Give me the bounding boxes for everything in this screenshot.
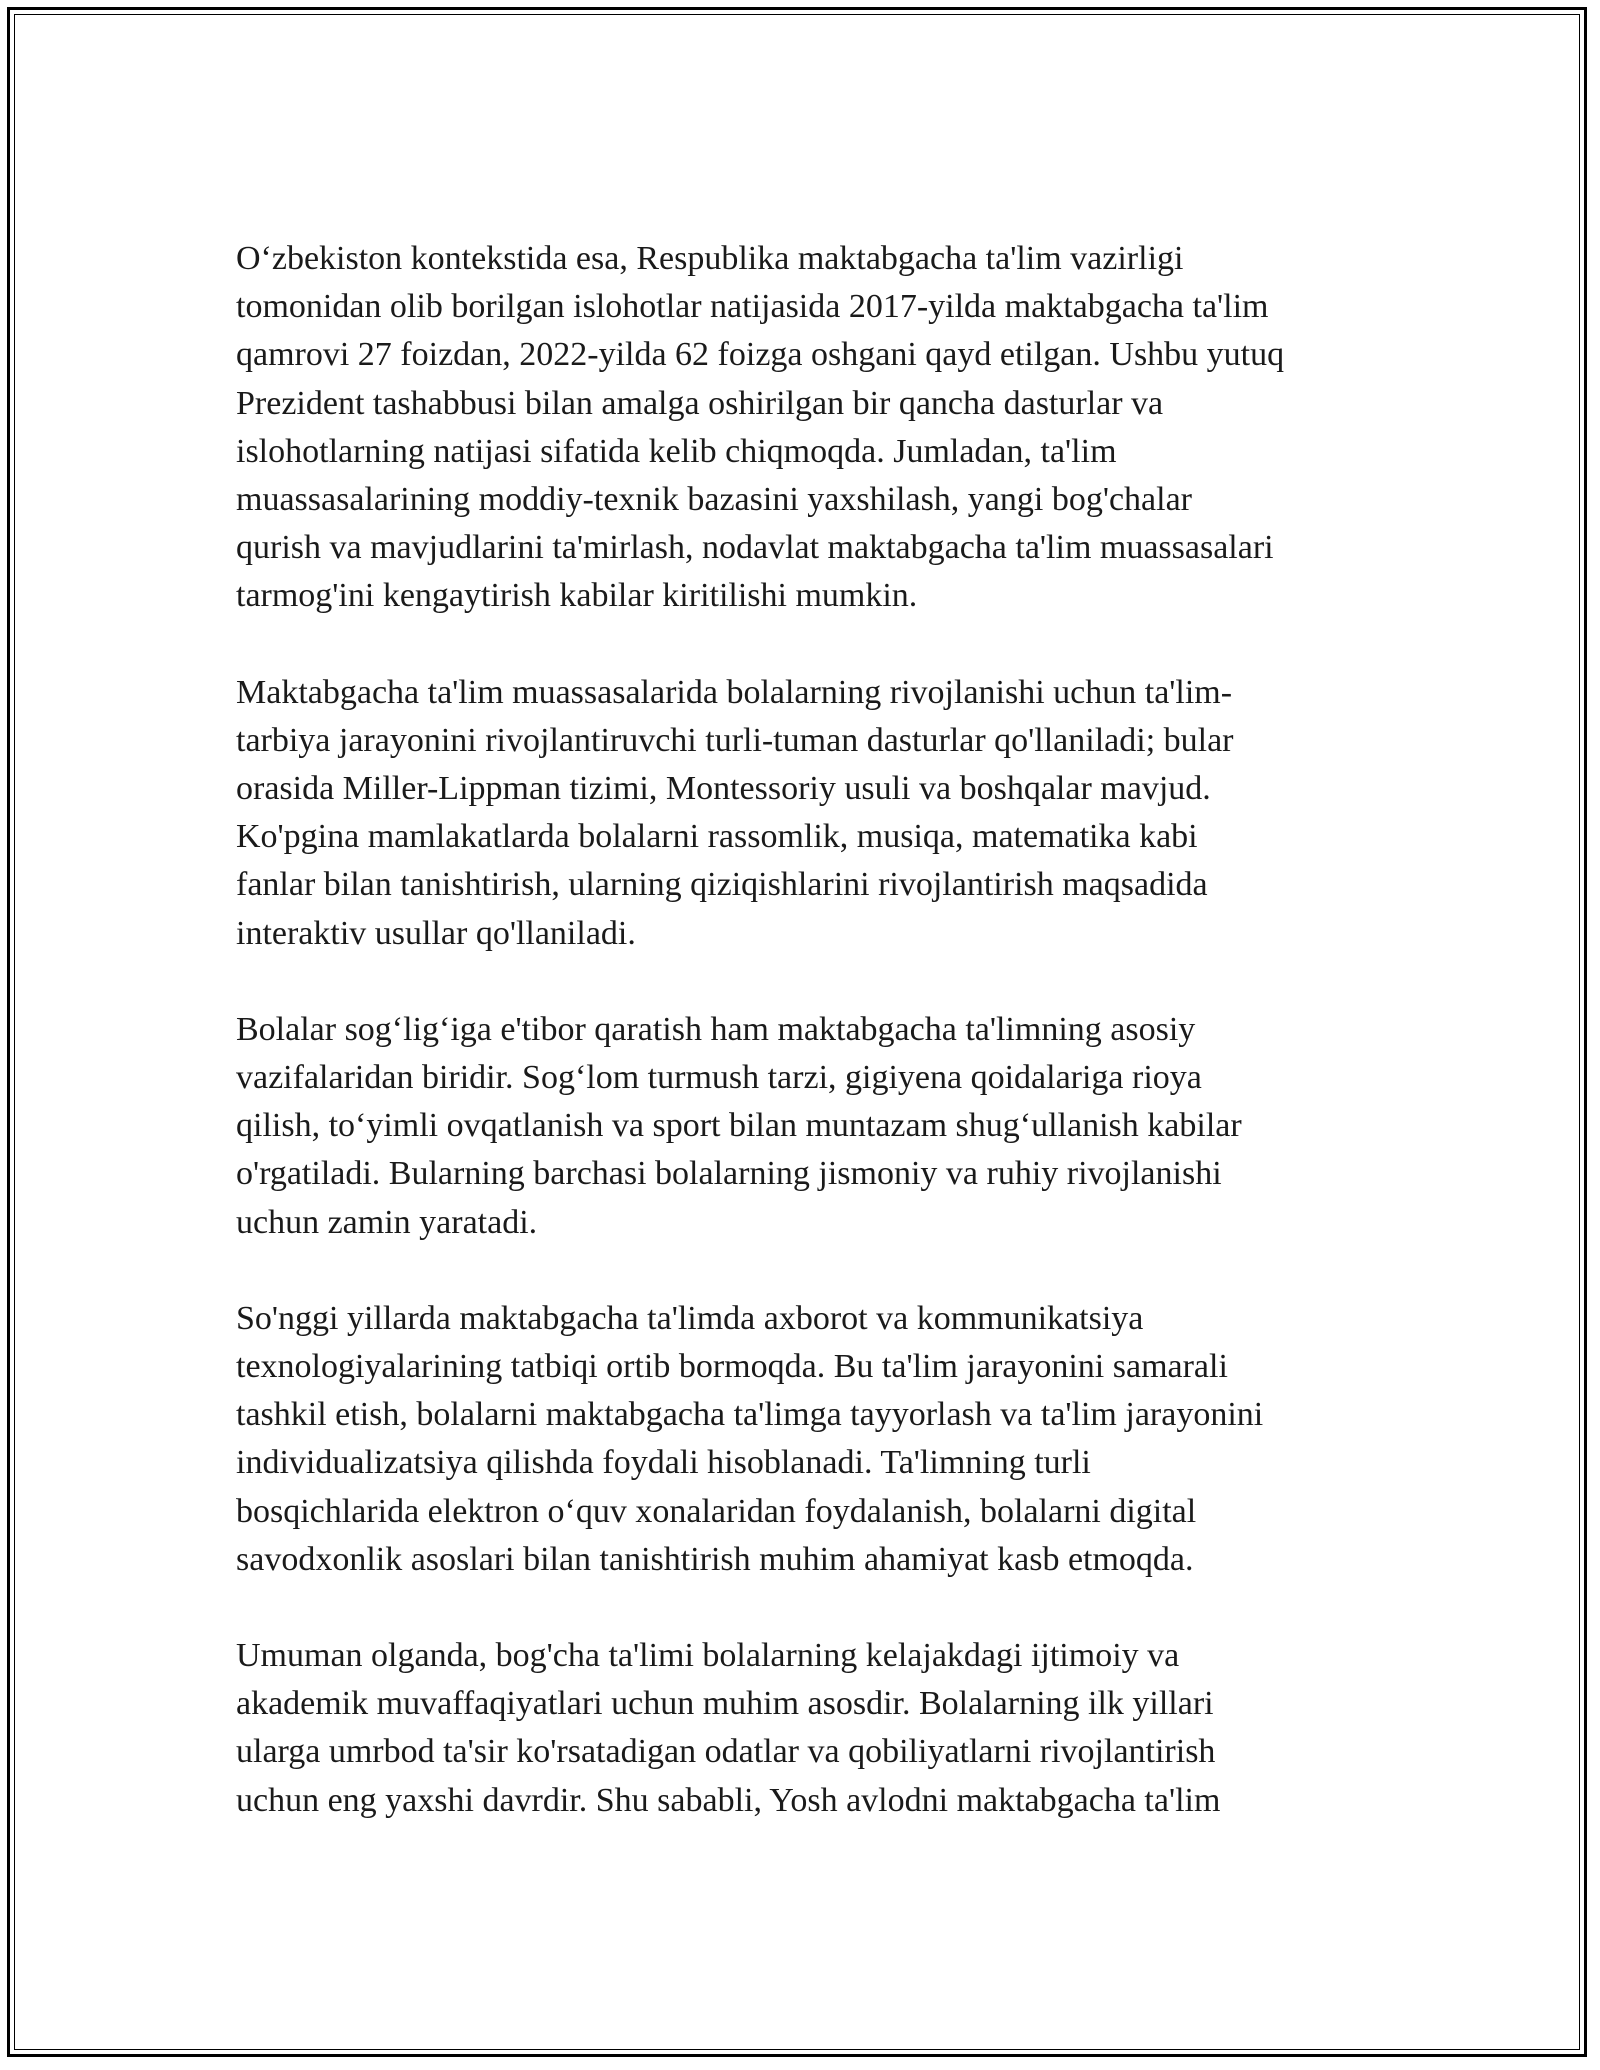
text-line: islohotlarning natijasi sifatida kelib chiqmoqda. Jumladan, ta'lim (236, 432, 1117, 470)
paragraph-5 (236, 1632, 1376, 1825)
text-line: qilish, to‘yimli ovqatlanish va sport bilan muntazam shug‘ullanish kabilar (236, 1107, 1242, 1145)
text-line: ularga umrbod ta'sir ko'rsatadigan odatlar va qobiliyatlarni rivojlantirish (236, 1733, 1216, 1771)
text-line: tomonidan olib borilgan islohotlar natijasida 2017-yilda maktabgacha ta'lim (236, 288, 1269, 326)
paragraph-1 (236, 235, 1376, 621)
text-line: Ko'pgina mamlakatlarda bolalarni rassomlik, musiqa, matematika kabi (236, 818, 1198, 856)
text-line: akademik muvaffaqiyatlari uchun muhim asosdir. Bolalarning ilk yillari (236, 1685, 1214, 1723)
text-line: Bolalar sog‘lig‘iga e'tibor qaratish ham maktabgacha ta'limning asosiy (236, 1010, 1196, 1048)
text-line: texnologiyalarining tatbiqi ortib bormoqda. Bu ta'lim jarayonini samarali (236, 1348, 1228, 1386)
document-body (236, 235, 1376, 1873)
text-line: tashkil etish, bolalarni maktabgacha ta'limga tayyorlash va ta'lim jarayonini (236, 1396, 1264, 1434)
text-line: o'rgatiladi. Bularning barchasi bolalarning jismoniy va ruhiy rivojlanishi (236, 1155, 1222, 1193)
text-line: Prezident tashabbusi bilan amalga oshirilgan bir qancha dasturlar va (236, 384, 1164, 422)
text-line: orasida Miller-Lippman tizimi, Montessoriy usuli va boshqalar mavjud. (236, 770, 1211, 808)
paragraph-4 (236, 1295, 1376, 1584)
text-line: savodxonlik asoslari bilan tanishtirish muhim ahamiyat kasb etmoqda. (236, 1540, 1194, 1578)
text-line: bosqichlarida elektron o‘quv xonalaridan foydalanish, bolalarni digital (236, 1492, 1197, 1530)
text-line: qamrovi 27 foizdan, 2022-yilda 62 foizga oshgani qayd etilgan. Ushbu yutuq (236, 336, 1285, 374)
text-line: tarmog'ini kengaytirish kabilar kiritilishi mumkin. (236, 577, 918, 615)
text-line: uchun eng yaxshi davrdir. Shu sababli, Yosh avlodni maktabgacha ta'lim (236, 1781, 1221, 1819)
text-line: muassasalarining moddiy-texnik bazasini yaxshilash, yangi bog'chalar (236, 481, 1193, 519)
text-line: uchun zamin yaratadi. (236, 1203, 538, 1241)
paragraph-3 (236, 1006, 1376, 1247)
text-line: individualizatsiya qilishda foydali hisoblanadi. Ta'limning turli (236, 1444, 1091, 1482)
text-line: Maktabgacha ta'lim muassasalarida bolalarning rivojlanishi uchun ta'lim- (236, 673, 1233, 711)
text-line: O‘zbekiston kontekstida esa, Respublika maktabgacha ta'lim vazirligi (236, 240, 1184, 277)
text-line: tarbiya jarayonini rivojlantiruvchi turli-tuman dasturlar qo'llaniladi; bular (236, 721, 1234, 759)
paragraph-2 (236, 669, 1376, 958)
text-line: interaktiv usullar qo'llaniladi. (236, 914, 636, 952)
text-line: fanlar bilan tanishtirish, ularning qiziqishlarini rivojlantirish maqsadida (236, 866, 1208, 904)
text-line: Umuman olganda, bog'cha ta'limi bolalarning kelajakdagi ijtimoiy va (236, 1637, 1180, 1675)
text-line: qurish va mavjudlarini ta'mirlash, nodavlat maktabgacha ta'lim muassasalari (236, 529, 1274, 567)
text-line: So'nggi yillarda maktabgacha ta'limda axborot va kommunikatsiya (236, 1299, 1144, 1337)
text-line: vazifalaridan biridir. Sog‘lom turmush tarzi, gigiyena qoidalariga rioya (236, 1059, 1202, 1097)
